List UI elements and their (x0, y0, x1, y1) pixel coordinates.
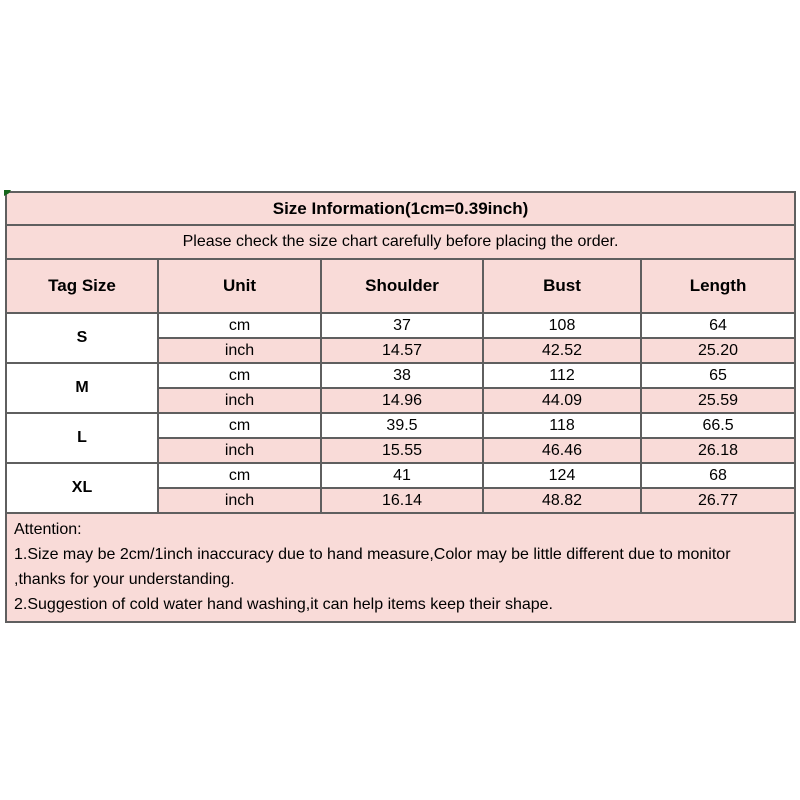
value-cell: 66.5 (641, 413, 795, 438)
value-cell: 118 (483, 413, 641, 438)
value-cell: 37 (321, 313, 483, 338)
size-table-container (5, 191, 794, 623)
value-cell: 15.55 (321, 438, 483, 463)
size-table (5, 191, 796, 623)
unit-label: cm (158, 313, 321, 338)
subtitle-row (6, 225, 795, 259)
value-cell: 64 (641, 313, 795, 338)
tag-size-m: M (6, 363, 158, 413)
value-cell: 124 (483, 463, 641, 488)
unit-label: inch (158, 338, 321, 363)
tag-size-l: L (6, 413, 158, 463)
value-cell: 14.57 (321, 338, 483, 363)
value-cell: 46.46 (483, 438, 641, 463)
attention-heading: Attention: (14, 521, 82, 538)
unit-label: inch (158, 438, 321, 463)
value-cell: 26.18 (641, 438, 795, 463)
value-cell: 42.52 (483, 338, 641, 363)
value-cell: 38 (321, 363, 483, 388)
unit-label: cm (158, 413, 321, 438)
table-row (6, 463, 795, 488)
value-cell: 48.82 (483, 488, 641, 513)
table-title: Size Information(1cm=0.39inch) (6, 192, 795, 225)
table-subtitle: Please check the size chart carefully before placing the order. (6, 225, 795, 259)
value-cell: 41 (321, 463, 483, 488)
unit-label: inch (158, 388, 321, 413)
attention-line-3: 2.Suggestion of cold water hand washing,it can help items keep their shape. (14, 596, 553, 613)
value-cell: 25.59 (641, 388, 795, 413)
col-header-bust: Bust (483, 259, 641, 313)
value-cell: 44.09 (483, 388, 641, 413)
value-cell: 25.20 (641, 338, 795, 363)
unit-label: cm (158, 463, 321, 488)
attention-line-2: ,thanks for your understanding. (14, 571, 235, 588)
value-cell: 16.14 (321, 488, 483, 513)
value-cell: 26.77 (641, 488, 795, 513)
col-header-unit: Unit (158, 259, 321, 313)
attention-row (6, 513, 795, 622)
tag-size-xl: XL (6, 463, 158, 513)
column-header-row (6, 259, 795, 313)
table-row (6, 363, 795, 388)
col-header-tag-size: Tag Size (6, 259, 158, 313)
value-cell: 108 (483, 313, 641, 338)
title-row (6, 192, 795, 225)
table-row (6, 413, 795, 438)
value-cell: 68 (641, 463, 795, 488)
col-header-length: Length (641, 259, 795, 313)
value-cell: 65 (641, 363, 795, 388)
value-cell: 14.96 (321, 388, 483, 413)
value-cell: 39.5 (321, 413, 483, 438)
attention-note (6, 513, 795, 622)
tag-size-s: S (6, 313, 158, 363)
unit-label: inch (158, 488, 321, 513)
col-header-shoulder: Shoulder (321, 259, 483, 313)
unit-label: cm (158, 363, 321, 388)
table-row (6, 313, 795, 338)
attention-line-1: 1.Size may be 2cm/1inch inaccuracy due to hand measure,Color may be little different due to monitor (14, 546, 731, 563)
value-cell: 112 (483, 363, 641, 388)
